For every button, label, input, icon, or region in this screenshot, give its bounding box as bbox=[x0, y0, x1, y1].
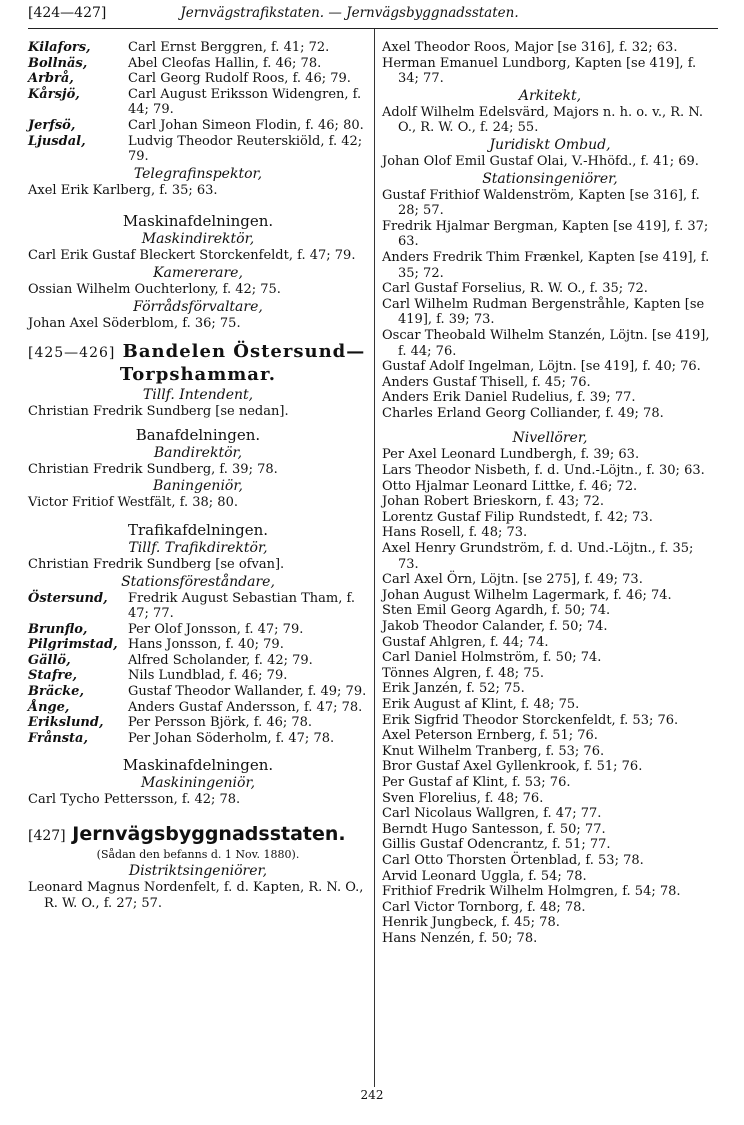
list-item bbox=[28, 591, 368, 622]
person-name: Per Persson Björk, f. 46; 78. bbox=[128, 715, 313, 731]
list-item: Tönnes Algren, f. 48; 75. bbox=[382, 665, 544, 681]
header-rule bbox=[28, 28, 718, 29]
station-place: Pilgrimstad, bbox=[28, 637, 118, 653]
person-name: Fredrik August Sebastian Tham, f. 47; 77. bbox=[128, 590, 355, 622]
station-place: Kårsjö, bbox=[28, 86, 80, 102]
person-name: Per Johan Söderholm, f. 47; 78. bbox=[128, 730, 335, 746]
list-item bbox=[28, 40, 368, 56]
list-item: Anders Fredrik Thim Frænkel, Kapten [se 419], f. 35; 72. bbox=[382, 249, 710, 281]
section-role-title: Maskiningeniör, bbox=[140, 775, 256, 792]
person-name: Anders Gustaf Andersson, f. 47; 78. bbox=[128, 699, 363, 715]
section-role-title: Bandirektör, bbox=[153, 444, 243, 461]
section-role-title: Arkitekt, bbox=[518, 87, 582, 104]
list-item bbox=[28, 653, 368, 669]
list-item: Anders Gustaf Thisell, f. 45; 76. bbox=[382, 374, 591, 390]
bandel-number: [425—426] bbox=[28, 345, 116, 362]
list-item: Carl Nicolaus Wallgren, f. 47; 77. bbox=[382, 806, 602, 822]
section-role-title: Tillf. Trafikdirektör, bbox=[128, 539, 268, 556]
person-name: Hans Jonsson, f. 40; 79. bbox=[128, 637, 284, 653]
list-item bbox=[28, 700, 368, 716]
list-item: Gustaf Frithiof Waldenström, Kapten [se 316], f. 28; 57. bbox=[382, 187, 700, 219]
list-item: Charles Erland Georg Colliander, f. 49; 78. bbox=[382, 405, 664, 421]
list-item: Knut Wilhelm Tranberg, f. 53; 76. bbox=[382, 743, 605, 759]
section-role-title: Stationsingeniörer, bbox=[482, 170, 618, 187]
list-item: Gustaf Adolf Ingelman, Löjtn. [se 419], f. 40; 76. bbox=[382, 359, 701, 375]
person-entry: Ossian Wilhelm Ouchterlony, f. 42; 75. bbox=[28, 281, 281, 297]
station-list-top bbox=[28, 40, 368, 165]
list-item bbox=[28, 715, 368, 731]
person-entry: Christian Fredrik Sundberg, f. 39; 78. bbox=[28, 461, 278, 477]
list-item bbox=[28, 731, 368, 747]
person-name: Ludvig Theodor Reuterskiöld, f. 42; 79. bbox=[128, 133, 363, 165]
list-item: Gustaf Ahlgren, f. 44; 74. bbox=[382, 634, 549, 650]
person-entry: Victor Fritiof Westfält, f. 38; 80. bbox=[28, 495, 238, 511]
list-item: Lorentz Gustaf Filip Rundstedt, f. 42; 73. bbox=[382, 509, 653, 525]
header-title: Jernvägstrafikstaten. — Jernvägsbyggnadsstaten. bbox=[180, 5, 519, 21]
person-entry: Axel Theodor Roos, Major [se 316], f. 32; 63. bbox=[382, 40, 678, 55]
byggnad-note: (Sådan den befanns d. 1 Nov. 1880). bbox=[96, 848, 300, 862]
list-item bbox=[28, 87, 368, 118]
section-role-title: Kamererare, bbox=[153, 264, 243, 281]
person-name: Gustaf Theodor Wallander, f. 49; 79. bbox=[128, 684, 367, 700]
list-item: Carl Wilhelm Rudman Bergenstråhle, Kapten [se 419], f. 39; 73. bbox=[382, 296, 705, 328]
list-item bbox=[28, 684, 368, 700]
section-role-title: Telegrafinspektor, bbox=[133, 165, 263, 182]
station-place: Brunflo, bbox=[28, 621, 88, 637]
station-place: Erikslund, bbox=[28, 715, 104, 731]
person-name: Alfred Scholander, f. 42; 79. bbox=[128, 652, 313, 668]
list-item: Carl Gustaf Forselius, R. W. O., f. 35; 72. bbox=[382, 281, 648, 297]
list-item: Anders Erik Daniel Rudelius, f. 39; 77. bbox=[382, 390, 636, 406]
nivell-list bbox=[382, 447, 718, 946]
section-role-title: Juridiskt Ombud, bbox=[489, 136, 611, 153]
list-item: Carl Victor Tornborg, f. 48; 78. bbox=[382, 899, 586, 915]
list-item: Berndt Hugo Santesson, f. 50; 77. bbox=[382, 821, 606, 837]
list-item bbox=[28, 56, 368, 72]
left-column bbox=[28, 40, 368, 911]
station-place: Östersund, bbox=[28, 590, 108, 606]
list-item: Erik August af Klint, f. 48; 75. bbox=[382, 696, 580, 712]
person-name: Carl August Eriksson Widengren, f. 44; 79. bbox=[128, 86, 362, 118]
list-item: Otto Hjalmar Leonard Littke, f. 46; 72. bbox=[382, 478, 638, 494]
list-item: Sven Florelius, f. 48; 76. bbox=[382, 790, 544, 806]
column-divider bbox=[374, 29, 375, 1087]
person-entry: Johan Olof Emil Gustaf Olai, V.-Hhöfd., f. 41; 69. bbox=[382, 153, 699, 169]
person-entry: Herman Emanuel Lundborg, Kapten [se 419], f. 34; 77. bbox=[382, 55, 697, 87]
list-item: Henrik Jungbeck, f. 45; 78. bbox=[382, 915, 560, 931]
page-range: [424—427] bbox=[28, 5, 107, 21]
list-item: Hans Nenzén, f. 50; 78. bbox=[382, 930, 538, 946]
station-place: Frånsta, bbox=[28, 730, 88, 746]
section-heading: Trafikafdelningen. bbox=[127, 520, 268, 539]
list-item: Erik Sigfrid Theodor Storckenfeldt, f. 53; 76. bbox=[382, 712, 679, 728]
station-place: Gällö, bbox=[28, 652, 71, 668]
byggnad-number: [427] bbox=[28, 828, 66, 845]
list-item bbox=[28, 71, 368, 87]
section-role-title: Stationsföreståndare, bbox=[121, 573, 275, 590]
list-item: Johan Robert Brieskorn, f. 43; 72. bbox=[382, 494, 605, 510]
person-entry: Christian Fredrik Sundberg [se nedan]. bbox=[28, 404, 289, 420]
stationsing-list bbox=[382, 188, 718, 422]
list-item bbox=[28, 637, 368, 653]
station-place: Jerfsö, bbox=[28, 117, 76, 133]
list-item: Gillis Gustaf Odencrantz, f. 51; 77. bbox=[382, 837, 611, 853]
list-item: Bror Gustaf Axel Gyllenkrook, f. 51; 76. bbox=[382, 759, 643, 775]
list-item bbox=[28, 134, 368, 165]
person-entry: Carl Tycho Pettersson, f. 42; 78. bbox=[28, 792, 241, 808]
list-item: Carl Daniel Holmström, f. 50; 74. bbox=[382, 650, 602, 666]
station-place: Stafre, bbox=[28, 668, 78, 684]
person-entry: Christian Fredrik Sundberg [se ofvan]. bbox=[28, 556, 285, 572]
list-item: Per Axel Leonard Lundbergh, f. 39; 63. bbox=[382, 447, 640, 463]
right-column bbox=[382, 40, 718, 946]
station-place: Bollnäs, bbox=[28, 55, 88, 71]
section-role-title: Nivellörer, bbox=[512, 430, 588, 447]
list-item: Lars Theodor Nisbeth, f. d. Und.-Löjtn., f. 30; 63. bbox=[382, 463, 705, 479]
bandel-title: Bandelen Östersund— bbox=[122, 341, 366, 363]
station-place: Ånge, bbox=[28, 699, 70, 715]
list-item: Fredrik Hjalmar Bergman, Kapten [se 419], f. 37; 63. bbox=[382, 218, 709, 250]
list-item: Carl Axel Örn, Löjtn. [se 275], f. 49; 73. bbox=[382, 572, 643, 588]
list-item: Axel Henry Grundström, f. d. Und.-Löjtn., f. 35; 73. bbox=[382, 541, 694, 572]
bandel-heading bbox=[28, 341, 368, 364]
running-header bbox=[28, 6, 718, 28]
section-role-title: Baningeniör, bbox=[153, 478, 243, 495]
list-item: Carl Otto Thorsten Örtenblad, f. 53; 78. bbox=[382, 852, 644, 868]
list-item: Oscar Theobald Wilhelm Stanzén, Löjtn. [se 419], f. 44; 76. bbox=[382, 327, 710, 359]
person-entry: Adolf Wilhelm Edelsvärd, Majors n. h. o. v., R. N. O., R. W. O., f. 24; 55. bbox=[382, 104, 704, 136]
person-name: Nils Lundblad, f. 46; 79. bbox=[128, 668, 288, 684]
list-item bbox=[28, 118, 368, 134]
station-place: Kilafors, bbox=[28, 40, 91, 55]
person-name: Carl Johan Simeon Flodin, f. 46; 80. bbox=[128, 117, 364, 133]
person-name: Carl Georg Rudolf Roos, f. 46; 79. bbox=[128, 71, 351, 87]
list-item: Jakob Theodor Calander, f. 50; 74. bbox=[382, 619, 608, 634]
section-role-title: Förrådsförvaltare, bbox=[133, 298, 263, 315]
list-item bbox=[28, 668, 368, 684]
station-list bbox=[28, 591, 368, 747]
section-heading: Maskinafdelningen. bbox=[122, 756, 274, 775]
bandel-title-cont: Torpshammar. bbox=[119, 364, 277, 386]
list-item bbox=[28, 622, 368, 638]
person-entry: Johan Axel Söderblom, f. 36; 75. bbox=[28, 315, 241, 331]
person-name: Abel Cleofas Hallin, f. 46; 78. bbox=[128, 55, 322, 71]
person-entry: Axel Erik Karlberg, f. 35; 63. bbox=[28, 182, 218, 198]
station-place: Arbrå, bbox=[28, 71, 74, 87]
section-role-title: Distriktsingeniörer, bbox=[128, 863, 268, 880]
station-place: Ljusdal, bbox=[28, 133, 86, 149]
person-name: Per Olof Jonsson, f. 47; 79. bbox=[128, 621, 304, 637]
section-role-title: Maskindirektör, bbox=[141, 231, 255, 248]
section-role-title: Tillf. Intendent, bbox=[142, 387, 254, 404]
byggnad-heading bbox=[28, 822, 368, 848]
list-item: Arvid Leonard Uggla, f. 54; 78. bbox=[382, 868, 587, 884]
person-name: Carl Ernst Berggren, f. 41; 72. bbox=[128, 40, 330, 55]
list-item: Axel Peterson Ernberg, f. 51; 76. bbox=[382, 728, 598, 744]
list-item: Sten Emil Georg Agardh, f. 50; 74. bbox=[382, 603, 611, 619]
page-number: 242 bbox=[360, 1088, 384, 1102]
list-item: Frithiof Fredrik Wilhelm Holmgren, f. 54; 78. bbox=[382, 884, 681, 900]
station-place: Bräcke, bbox=[28, 684, 84, 700]
list-item: Per Gustaf af Klint, f. 53; 76. bbox=[382, 774, 571, 790]
section-heading: Banafdelningen. bbox=[135, 425, 261, 444]
person-entry: Leonard Magnus Nordenfelt, f. d. Kapten, R. N. O., R. W. O., f. 27; 57. bbox=[28, 880, 364, 911]
byggnad-title: Jernvägsbyggnadsstaten. bbox=[72, 823, 346, 846]
list-item: Johan August Wilhelm Lagermark, f. 46; 74. bbox=[382, 587, 672, 603]
person-entry: Carl Erik Gustaf Bleckert Storckenfeldt, f. 47; 79. bbox=[28, 248, 356, 264]
list-item: Hans Rosell, f. 48; 73. bbox=[382, 525, 528, 541]
section-heading: Maskinafdelningen. bbox=[122, 212, 274, 231]
list-item: Erik Janzén, f. 52; 75. bbox=[382, 681, 525, 697]
